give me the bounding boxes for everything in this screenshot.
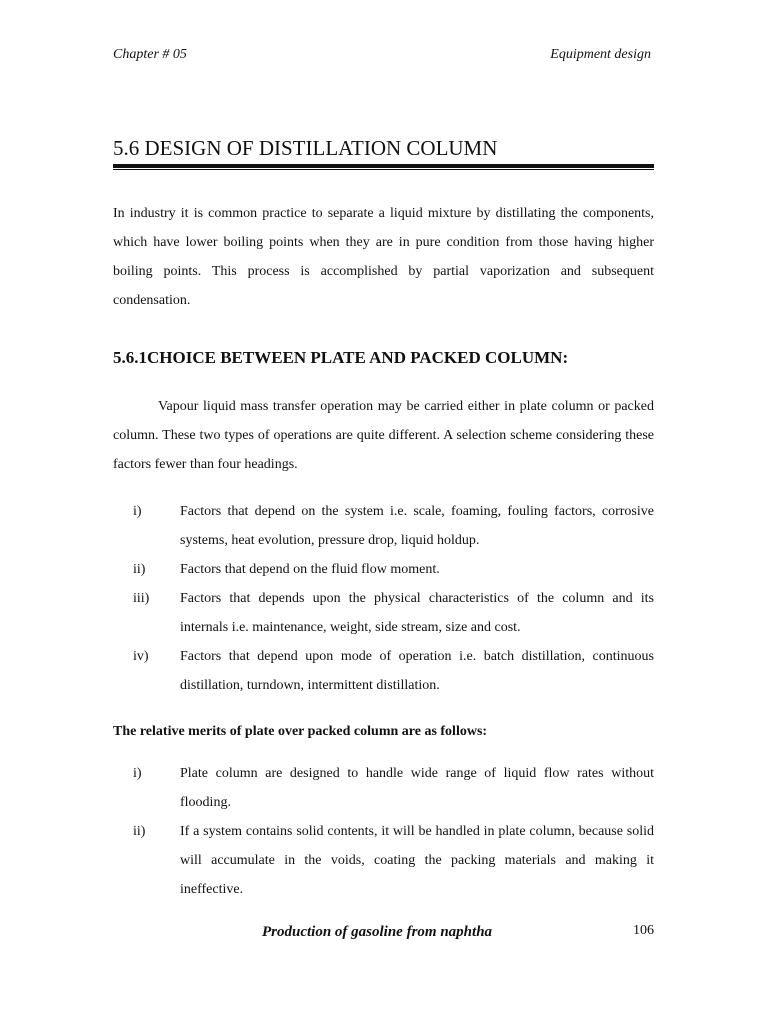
factors-list <box>113 497 654 700</box>
list-item-text: Plate column are designed to handle wide range of liquid flow rates without flooding. <box>180 766 654 810</box>
list-item <box>113 497 654 555</box>
title-underline <box>113 164 654 168</box>
page-number: 106 <box>633 923 654 938</box>
intro-paragraph: In industry it is common practice to separate a liquid mixture by distillating the components, which have lower boiling points when they are in pure condition from those having higher boiling points. This process is accomplished by partial vaporization and subsequent condensation. <box>113 206 654 308</box>
list-item <box>113 555 654 584</box>
title-underline-thin <box>113 169 654 170</box>
list-item-text: Factors that depend upon mode of operation i.e. batch distillation, continuous distillation, turndown, intermittent distillation. <box>180 649 654 693</box>
section-name-header: Equipment design <box>550 47 651 62</box>
footer-title: Production of gasoline from naphtha <box>262 924 493 940</box>
list-item-text: Factors that depend on the fluid flow moment. <box>180 562 440 577</box>
list-item <box>113 817 654 904</box>
subsection-paragraph: Vapour liquid mass transfer operation may be carried either in plate column or packed column. These two types of operations are quite different. A selection scheme considering these factors fewer than four headings. <box>113 399 654 472</box>
list-item-text: Factors that depends upon the physical characteristics of the column and its internals i.e. maintenance, weight, side stream, size and cost. <box>180 591 654 635</box>
list-item <box>113 642 654 700</box>
list-item-number: iv) <box>133 649 149 664</box>
merits-heading: The relative merits of plate over packed column are as follows: <box>113 724 488 739</box>
list-item-text: If a system contains solid contents, it will be handled in plate column, because solid will accumulate in the voids, coating the packing materials and making it ineffective. <box>180 824 654 897</box>
list-item-text: Factors that depend on the system i.e. scale, foaming, fouling factors, corrosive systems, heat evolution, pressure drop, liquid holdup. <box>180 504 654 548</box>
section-title: 5.6 DESIGN OF DISTILLATION COLUMN <box>113 136 498 160</box>
list-item <box>113 759 654 817</box>
list-item <box>113 584 654 642</box>
list-item-number: i) <box>133 766 142 781</box>
subsection-title: 5.6.1CHOICE BETWEEN PLATE AND PACKED COLUMN: <box>113 348 569 367</box>
list-item-number: ii) <box>133 562 146 577</box>
list-item-number: iii) <box>133 591 150 606</box>
list-item-number: i) <box>133 504 142 519</box>
list-item-number: ii) <box>133 824 146 839</box>
merits-list <box>113 759 654 904</box>
chapter-header: Chapter # 05 <box>113 47 187 62</box>
